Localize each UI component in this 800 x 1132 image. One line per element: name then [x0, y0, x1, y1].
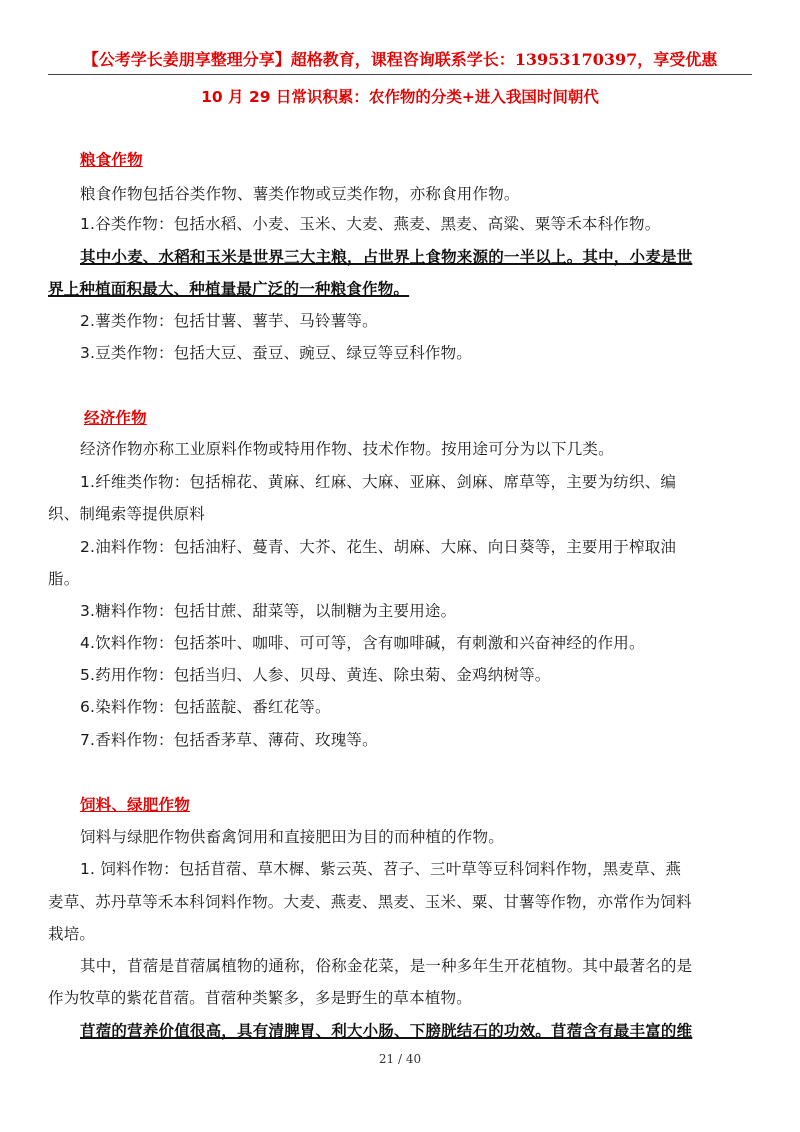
forage-item-1-line-2: 麦草、苏丹草等禾本科饲料作物。大麦、燕麦、黑麦、玉米、粟、甘薯等作物，亦常作为饲料: [48, 893, 692, 911]
grain-emphasis-line-1: 其中小麦、水稻和玉米是世界三大主粮，占世界上食物来源的一半以上。其中，小麦是世: [80, 248, 693, 266]
forage-paragraph-line-1: 其中，苜蓿是苜蓿属植物的通称，俗称金花菜，是一种多年生开花植物。其中最著名的是: [80, 957, 693, 975]
economic-item-2-line-1: 2.油料作物：包括油籽、蔓青、大芥、花生、胡麻、大麻、向日葵等，主要用于榨取油: [80, 538, 677, 556]
section-heading-grain: 粮食作物: [80, 151, 143, 169]
section-heading-economic: 经济作物: [84, 409, 147, 427]
economic-item-3: 3.糖料作物：包括甘蔗、甜菜等，以制糖为主要用途。: [80, 602, 457, 620]
economic-item-2-line-2: 脂。: [48, 570, 80, 588]
forage-item-1-line-1: 1. 饲料作物：包括苜蓿、草木樨、紫云英、苕子、三叶草等豆科饲料作物，黑麦草、燕: [80, 860, 682, 878]
economic-item-1-line-1: 1.纤维类作物：包括棉花、黄麻、红麻、大麻、亚麻、剑麻、席草等，主要为纺织、编: [80, 473, 677, 491]
grain-item-1: 1.谷类作物：包括水稻、小麦、玉米、大麦、燕麦、黑麦、高粱、粟等禾本科作物。: [80, 215, 661, 233]
grain-item-3: 3.豆类作物：包括大豆、蚕豆、豌豆、绿豆等豆科作物。: [80, 344, 472, 362]
forage-intro: 饲料与绿肥作物供畜禽饲用和直接肥田为目的而种植的作物。: [80, 828, 504, 846]
grain-intro: 粮食作物包括谷类作物、薯类作物或豆类作物，亦称食用作物。: [80, 185, 520, 203]
economic-item-4: 4.饮料作物：包括茶叶、咖啡、可可等，含有咖啡碱，有刺激和兴奋神经的作用。: [80, 634, 645, 652]
header-divider: [48, 74, 752, 75]
forage-emphasis-line-1: 苜蓿的营养价值很高，具有清脾胃、利大小肠、下膀胱结石的功效。苜蓿含有最丰富的维: [80, 1022, 693, 1040]
economic-intro: 经济作物亦称工业原料作物或特用作物、技术作物。按用途可分为以下几类。: [80, 440, 614, 458]
economic-item-5: 5.药用作物：包括当归、人参、贝母、黄连、除虫菊、金鸡纳树等。: [80, 666, 551, 684]
page-title: 10 月 29 日常识积累：农作物的分类+进入我国时间朝代: [201, 88, 599, 106]
economic-item-6: 6.染料作物：包括蓝靛、番红花等。: [80, 698, 331, 716]
section-heading-forage: 饲料、绿肥作物: [80, 796, 190, 814]
forage-paragraph-line-2: 作为牧草的紫花苜蓿。苜蓿种类繁多，多是野生的草本植物。: [48, 989, 472, 1007]
grain-emphasis-line-2: 界上种植面积最大、种植量最广泛的一种粮食作物。: [48, 280, 410, 298]
page-number: 21 / 40: [378, 1052, 422, 1066]
forage-item-1-line-3: 栽培。: [48, 925, 96, 943]
header-banner: 【公考学长姜朋享整理分享】超格教育，课程咨询联系学长：13953170397，享受优惠: [82, 50, 718, 69]
grain-item-2: 2.薯类作物：包括甘薯、薯芋、马铃薯等。: [80, 312, 378, 330]
economic-item-1-line-2: 织、制绳索等提供原料: [48, 505, 206, 523]
economic-item-7: 7.香料作物：包括香茅草、薄荷、玫瑰等。: [80, 731, 378, 749]
